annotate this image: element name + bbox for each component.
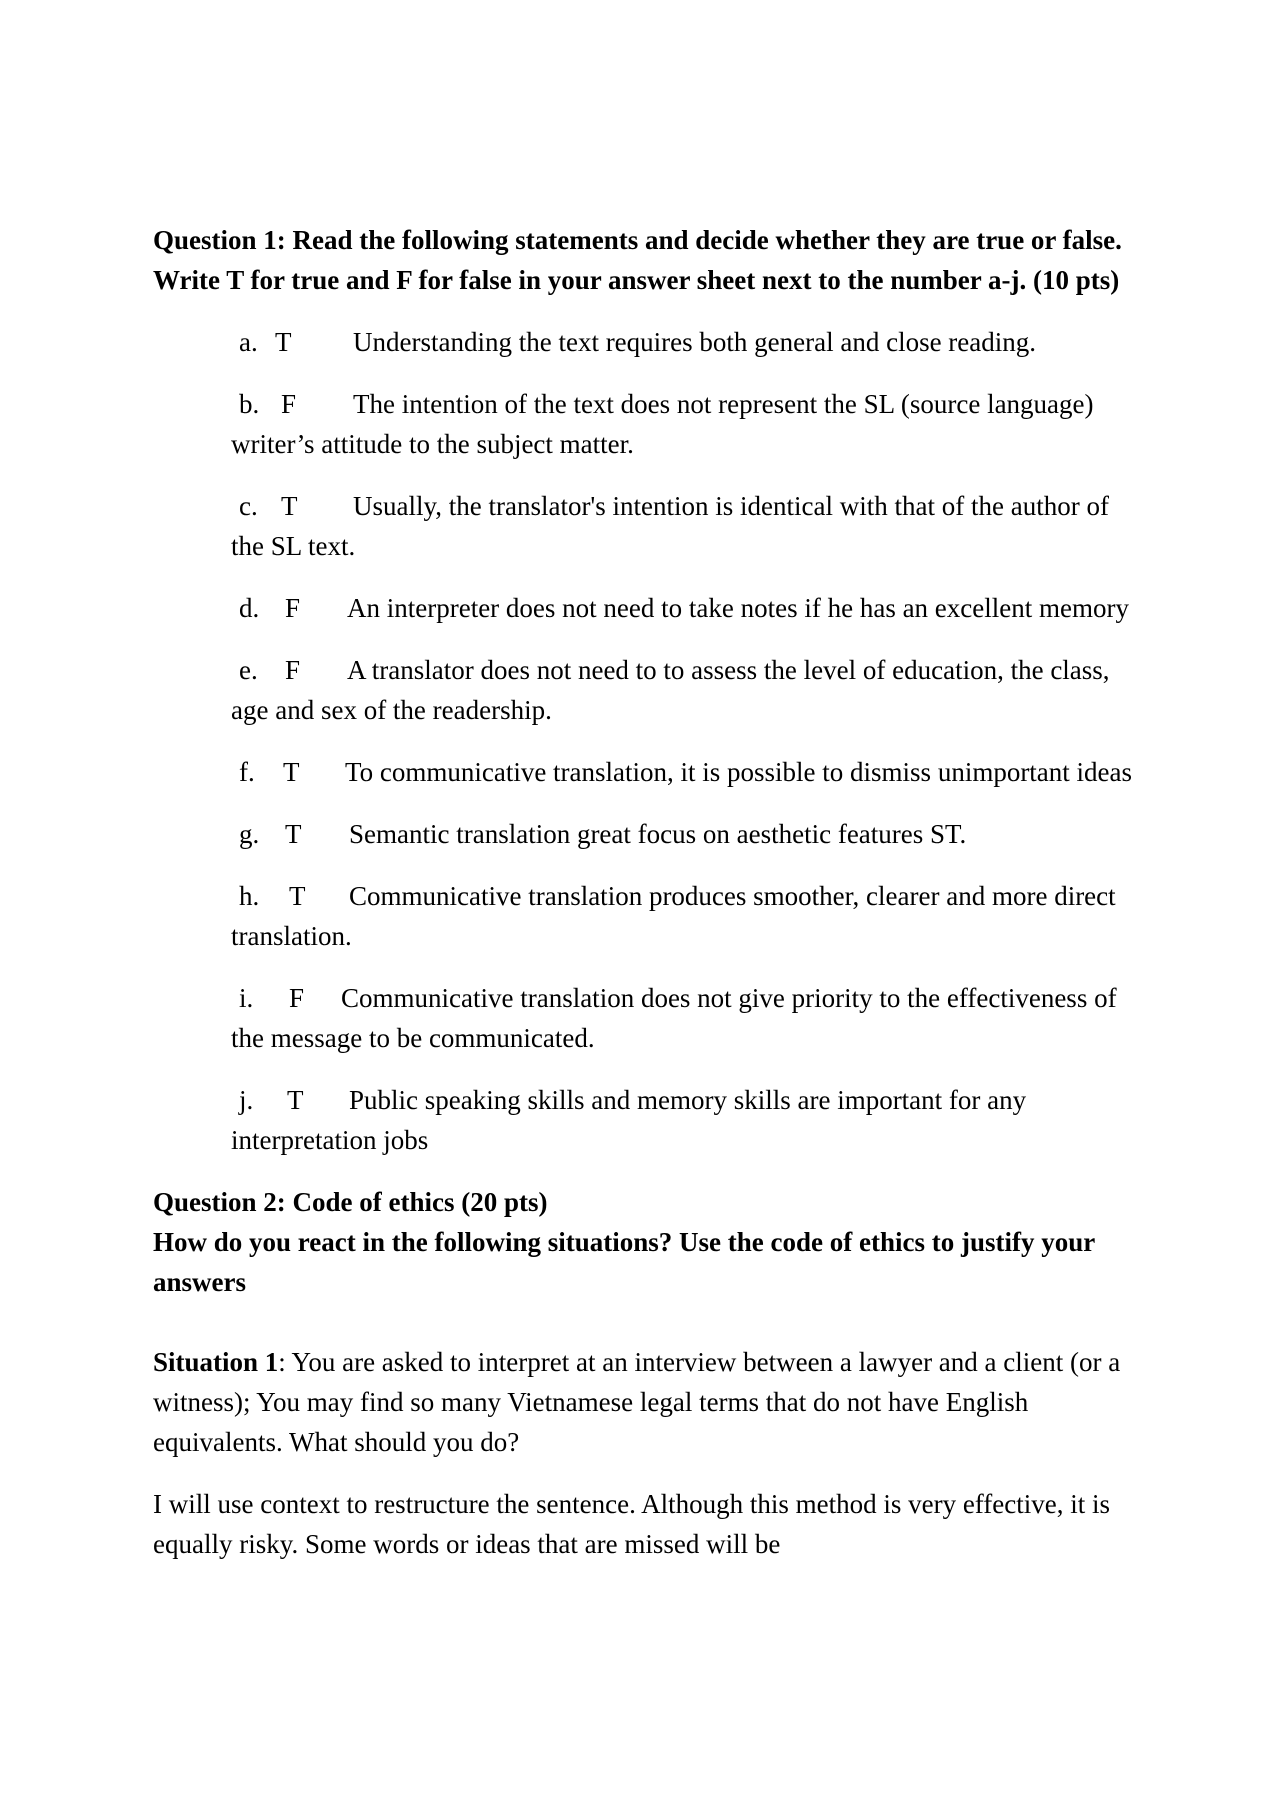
question-1-heading: Question 1: Read the following statements and decide whether they are true or false. Write T for true and F for false in your answer sheet next to the number a-j. (10 pts) xyxy=(153,225,1122,295)
statement-text: Usually, the translator's intention is identical with that of the author of the SL text. xyxy=(231,491,1109,561)
statement-answer: T xyxy=(289,881,306,911)
statement-answer: F xyxy=(289,983,305,1013)
situation-1-answer: I will use context to restructure the sentence. Although this method is very effective, it is equally risky. Some words or ideas that are missed will be xyxy=(153,1489,1111,1559)
statement-answer: F xyxy=(285,655,301,685)
statement-g xyxy=(231,814,1136,854)
statement-f xyxy=(231,752,1136,792)
statement-letter: i. xyxy=(239,983,254,1013)
statement-answer: F xyxy=(281,389,297,419)
document-page xyxy=(153,220,1138,1564)
statement-text: Communicative translation produces smoother, clearer and more direct translation. xyxy=(231,881,1116,951)
statement-h xyxy=(231,876,1136,956)
statement-letter: c. xyxy=(239,491,258,521)
statement-d xyxy=(231,588,1136,628)
statement-text: Communicative translation does not give priority to the effectiveness of the message to be communicated. xyxy=(231,983,1117,1053)
statement-answer: T xyxy=(285,819,302,849)
question-2-instruction: How do you react in the following situations? Use the code of ethics to justify your answers xyxy=(153,1227,1095,1297)
statement-answer: T xyxy=(281,491,298,521)
situation-1-label: Situation 1 xyxy=(153,1347,279,1377)
statement-letter: d. xyxy=(239,593,260,623)
statement-letter: b. xyxy=(239,389,260,419)
statement-text: To communicative translation, it is possible to dismiss unimportant ideas xyxy=(345,757,1133,787)
statement-letter: f. xyxy=(239,757,255,787)
statement-b xyxy=(231,384,1136,464)
statement-text: Understanding the text requires both general and close reading. xyxy=(353,327,1037,357)
statement-text: An interpreter does not need to take notes if he has an excellent memory xyxy=(347,593,1129,623)
statement-letter: j. xyxy=(239,1085,254,1115)
statement-letter: h. xyxy=(239,881,260,911)
statement-text: Public speaking skills and memory skills are important for any interpretation jobs xyxy=(231,1085,1027,1155)
statement-j xyxy=(231,1080,1136,1160)
situation-1-text: : You are asked to interpret at an interview between a lawyer and a client (or a witness); You may find so many Vietnamese legal terms that do not have English equivalents. What should you do? xyxy=(153,1347,1121,1457)
statement-text: A translator does not need to to assess the level of education, the class, age and sex of the readership. xyxy=(231,655,1110,725)
statement-answer: T xyxy=(275,327,292,357)
statement-letter: a. xyxy=(239,327,258,357)
statement-letter: g. xyxy=(239,819,260,849)
statement-answer: F xyxy=(285,593,301,623)
statement-letter: e. xyxy=(239,655,258,685)
statement-text: Semantic translation great focus on aesthetic features ST. xyxy=(349,819,967,849)
situation-1 xyxy=(153,1342,1138,1462)
true-false-list xyxy=(231,322,1136,1160)
statement-e xyxy=(231,650,1136,730)
question-2 xyxy=(153,1182,1138,1564)
statement-answer: T xyxy=(287,1085,304,1115)
statement-c xyxy=(231,486,1136,566)
statement-a xyxy=(231,322,1136,362)
statement-i xyxy=(231,978,1136,1058)
statement-text: The intention of the text does not represent the SL (source language) writer’s attitude to the subject matter. xyxy=(231,389,1094,459)
question-2-title: Question 2: Code of ethics (20 pts) xyxy=(153,1187,548,1217)
statement-answer: T xyxy=(283,757,300,787)
